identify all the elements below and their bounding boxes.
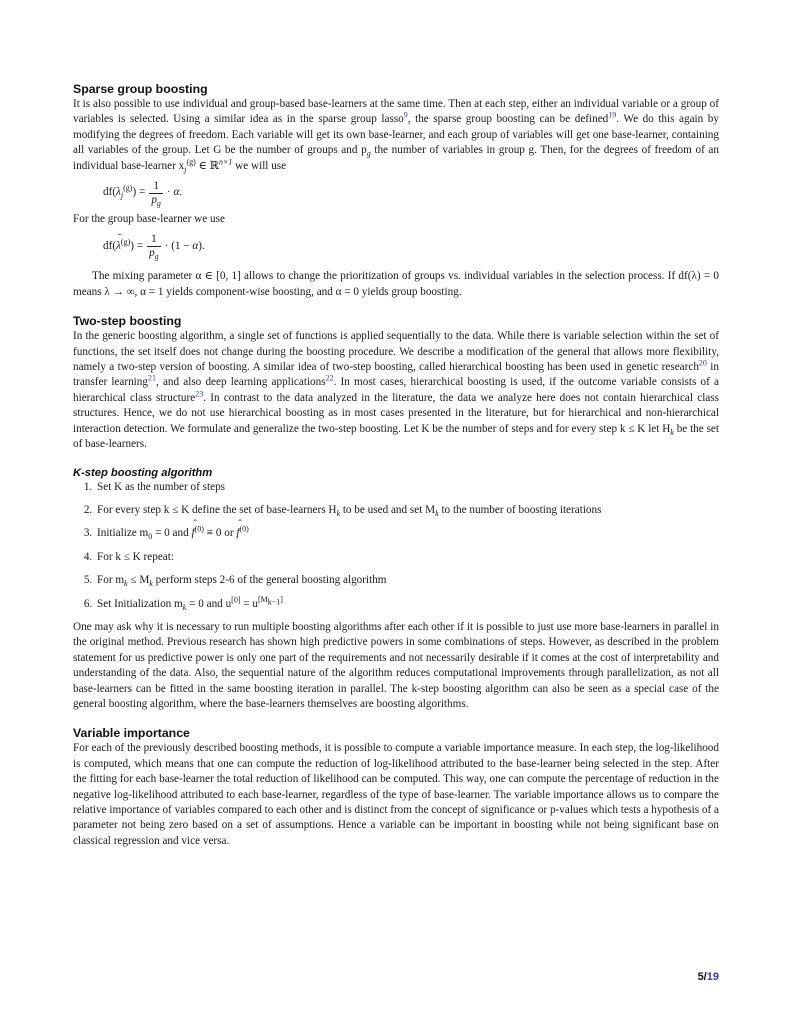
equation-df-group: df(˜ $\lambda^{(g)}$) = $\frac{1}{p_g}$ · (1 − α). (103, 227, 719, 265)
section-heading-sparse-group-boosting: Sparse group boosting (73, 82, 208, 96)
citation-link[interactable]: 22 (325, 373, 334, 383)
paragraph-two-step-intro: In the generic boosting algorithm, a single set of functions is applied sequentially to the data. While there is variable selection within the set of functions, the set itself does not change during the boosting procedure. We describe a modification of the general that allows more flexibility, namely a two-step version of boosting. A similar idea of two-step boosting, called hierarchical boosting has been used in genetic research$^{20}$ in transfer learning$^{21}$, and also deep learning applications$^{22}$. In most cases, hierarchical boosting is used, if the outcome variable consists of a hierarchical class structure$^{23}$. In contrast to the data analyzed in the literature, the data we analyze here does not contain hierarchical class structures. Hence, we do not use hierarchical boosting as in most cases presented in the literature, but for hierarchical and non-hierarchical interaction detection. We formulate and generalize the two-step boosting. Let K be the number of steps and for every step k ≤ K let $H_k$ be the set of base-learners. (73, 330, 719, 451)
list-item: 4. For k ≤ K repeat: (95, 550, 719, 565)
list-item: 2. For every step k ≤ K define the set of base-learners $H_k$ to be used and set $M_k$ to the number of boosting iterations (95, 503, 719, 518)
paragraph-variable-importance: For each of the previously described boosting methods, it is possible to compute a variable importance measure. In each step, the log-likelihood is computed, which means that one can compute the reduction of log-likelihood attributed to the base-learner being selected in the step. After the fitting for each base-learner the total reduction of likelihood can be computed. This way, one can compute the percentage of reduction in the negative log-likelihood attributed to each base-learner, regardless of the type of base-learner. The variable importance allows us to compare the relative importance of variables compared to each other and is distinct from the concept of significance or p-values which tests a hypothesis of a parameter not being zero based on a set of assumptions. Hence a variable can be important in boosting while not being significant base on classical regression and vice versa. (73, 742, 719, 847)
list-item: 3. Initialize $m_0 = 0$ and ˆ $f^{(0)} \equiv 0$ or ˆ $f^{(0)}$ (95, 526, 719, 541)
list-item: 6. Set Initialization $m_k = 0$ and u[0] = u[Mk−1] (95, 597, 719, 612)
paragraph-mixing-parameter: The mixing parameter α ∈ [0, 1] allows to change the prioritization of groups vs. individual variables in the selection process. If df(λ) = 0 means λ → ∞, α = 1 yields component-wise boosting, and α = 0 yields group boosting. (73, 270, 719, 298)
algorithm-steps-list (73, 480, 719, 612)
section-heading-variable-importance: Variable importance (73, 726, 190, 741)
citation-link[interactable]: 9 (403, 110, 408, 120)
section-heading-two-step-boosting: Two-step boosting (73, 314, 182, 329)
citation-link[interactable]: 21 (147, 373, 156, 383)
citation-link[interactable]: 20 (698, 358, 707, 368)
paragraph-why-multiple: One may ask why it is necessary to run multiple boosting algorithms after each other if it is possible to just use more base-learners in parallel in the original method. Previous research has shown high predictive powers in some combinations of steps. However, as described in the problem statement for us predictive power is only one part of the requirements and not necessarily desirable if it comes at the cost of interpretability and understanding of the data. Also, the sequential nature of the algorithm reduces computational improvements through parallelization, as not all base-learners can be fitted in the same boosting iteration in parallel. The k-step boosting algorithm can also be seen as a special case of the general boosting algorithm, where the base-learners themselves are boosting algorithms. (73, 620, 719, 710)
list-item: 5. For $m_k \le M_k$ perform steps 2-6 of the general boosting algorithm (95, 573, 719, 588)
list-item: 1. Set K as the number of steps (95, 480, 719, 495)
subheading-k-step-algorithm: K-step boosting algorithm (73, 466, 213, 479)
equation-df-individual: $df(\lambda_j^{(g)})$ = $\frac{1}{p_g}$ · α. (103, 179, 183, 208)
paragraph-sparse-intro: It is also possible to use individual and group-based base-learners at the same time. Then at each step, either an individual variable or a group of variables is selected. Using a similar idea as in the sparse group lasso$^9$, the sparse group boosting can be defined$^{19}$. We do this again by modifying the degrees of freedom. Each variable will get its own base-learner, and each group of variables will get one base-learner, containing all variables of the group. Let G be the number of groups and $p_g$ the number of variables in group g. Then, for the degrees of freedom of an individual base-learner $x_j^{(g)}$ ∈ ℝ$^{n\times 1}$ we will use (73, 98, 719, 174)
citation-link[interactable]: 23 (195, 389, 204, 399)
page-number: 5/19 (697, 971, 719, 983)
page-content (73, 82, 719, 849)
total-pages-link[interactable]: 19 (706, 971, 719, 983)
paragraph-group-learner: For the group base-learner we use (73, 213, 225, 226)
citation-link[interactable]: 19 (608, 110, 617, 120)
